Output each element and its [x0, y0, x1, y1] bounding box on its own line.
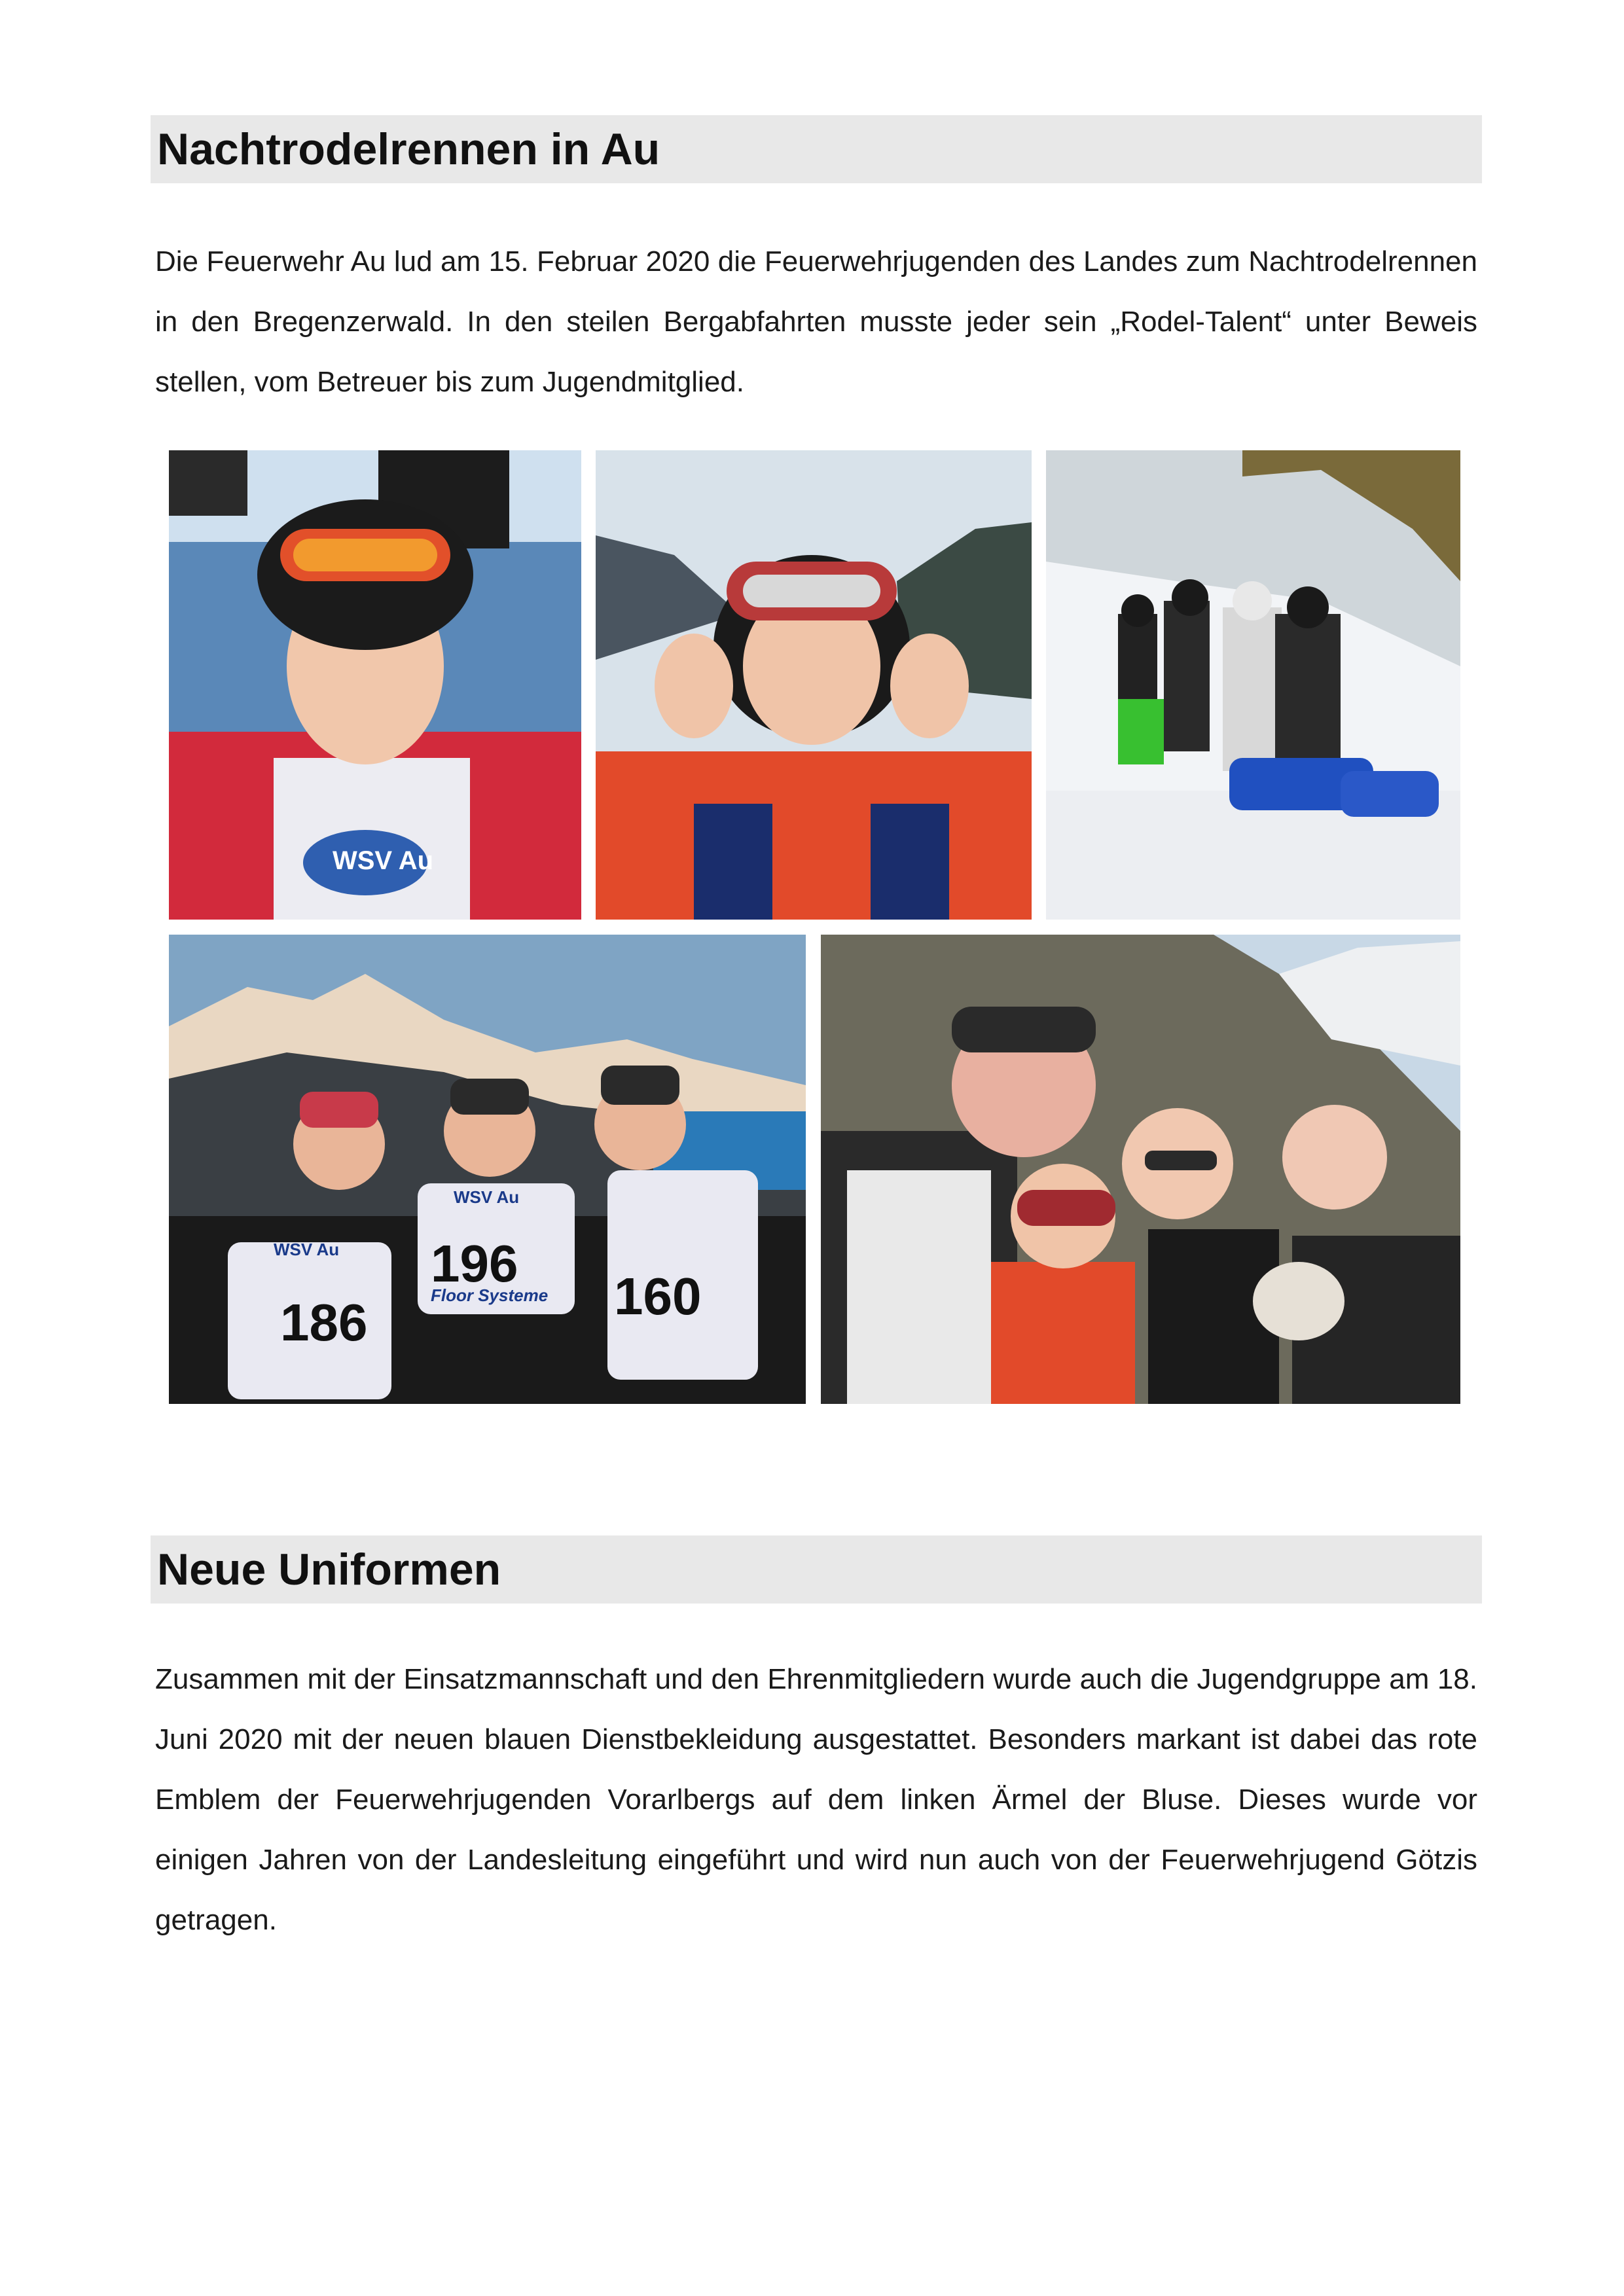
photo-girl-smiling-helmet [169, 450, 581, 920]
photo-group-on-sleds [1046, 450, 1460, 920]
section-paragraph: Die Feuerwehr Au lud am 15. Februar 2020 die Feuerwehrjugenden des Landes zum Nachtrodelrennen in den Bregenzerwald. In den steilen Bergabfahrten musste jeder sein „Rodel-Talent“ unter Beweis stellen, vom Betreuer bis zum Jugendmitglied. [155, 245, 1477, 398]
section-heading-bar [151, 1535, 1482, 1604]
section-title: Neue Uniformen [157, 1545, 501, 1594]
bib-club-middle: WSV Au [454, 1187, 520, 1207]
bib-number-160: 160 [614, 1267, 702, 1325]
photo-group-selfie [821, 935, 1460, 1404]
bib-text: WSV Au [333, 846, 434, 875]
bib-number-196: 196 [431, 1234, 518, 1293]
bib-number-186: 186 [280, 1293, 368, 1352]
bib-sponsor-text: Floor Systeme [431, 1285, 549, 1305]
section-paragraph: Zusammen mit der Einsatzmannschaft und den Ehrenmitgliedern wurde auch die Jugendgruppe am 18. Juni 2020 mit der neuen blauen Dienstbekleidung ausgestattet. Besonders markant ist dabei das rote Emblem der Feuerwehrjugenden Vorarlbergs auf dem linken Ärmel der Bluse. Dieses wurde vor einigen Jahren von der Landesleitung eingeführt und wird nun auch von der Feuerwehrjugend Götzis getragen. [155, 1663, 1477, 1936]
photo-boy-ok-gesture [596, 450, 1032, 920]
section-heading-bar [151, 115, 1482, 183]
photo-three-boys-bibs [169, 935, 806, 1404]
section-title: Nachtrodelrennen in Au [157, 124, 660, 174]
bib-club-left: WSV Au [274, 1240, 340, 1259]
